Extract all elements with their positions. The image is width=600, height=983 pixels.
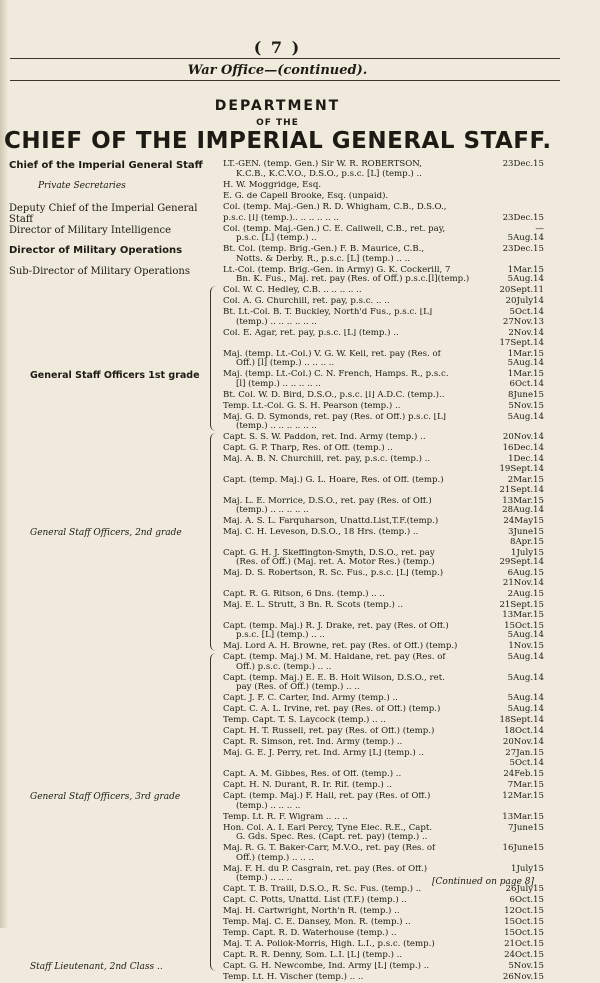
entry-text [223,225,483,244]
entry-text [223,781,483,791]
entry-date [488,907,544,917]
entry-text [223,433,483,443]
date-value: 21Oct.15 [504,939,544,950]
entry-date [488,844,544,854]
entry-line: Col. A. G. Churchill, ret. pay, p.s.c. .. .. [223,297,390,307]
date-value: 5Nov.15 [508,400,544,411]
entry-line: Capt. R. Simson, ret. Ind. Army (temp.) .. [223,738,403,748]
entry-line: H. W. Moggridge, Esq. [223,180,322,190]
entry-line: Capt. A. M. Gibbes, Res. of Off. (temp.) .. [223,770,402,779]
entry-line: Temp. Lt.-Col. G. S. H. Pearson (temp.) .. [223,401,401,411]
entry-line: Capt. R. R. Denny, Som. L.I. [L] (temp.) .. [223,951,403,961]
entry-line: Maj. D. S. Robertson, R. Sc. Fus., p.s.c. [L] (temp.) [223,569,444,579]
entry-line: Maj. (temp. Lt.-Col.) C. N. French, Hamps. R., p.s.c. [223,370,449,380]
entry-text [223,813,483,823]
entry-date [488,792,544,802]
date-value: 24Oct.15 [504,950,544,961]
date-value: 1Nov.15 [508,641,544,652]
office-label: General Staff Officers, 3rd grade [30,792,181,802]
date-value: 15Oct.15 [504,917,544,928]
entry-date [488,497,544,516]
entry-date [488,329,544,348]
date-value: 1Mar.15 [507,348,544,359]
entry-date [488,569,544,588]
entry-line: Capt. S. S. W. Paddon, ret. Ind. Army (temp.) .. [223,433,426,443]
office-label: General Staff Officers 1st grade [30,370,200,382]
entry-text [223,824,483,843]
date-value: 20Sept.11 [499,285,544,296]
entry-date [488,727,544,737]
entry-text [223,929,483,939]
date-value: 27Jan.15 [505,748,544,759]
entry-date [488,160,544,170]
entry-line: Col. E. Agar, ret. pay, p.s.c. [L] (temp.) .. [223,329,399,338]
entry-text [223,455,483,465]
date-value: 24Feb.15 [503,769,544,779]
entry-line: Maj. A. S. L. Farquharson, Unattd.List,T.F.(temp.) [223,517,439,527]
date-value: 1July15 [511,547,544,558]
office-label: Deputy Chief of the Imperial General [9,202,198,214]
entry-text [223,402,483,412]
date-value: 5Oct.14 [509,307,544,318]
entry-date [488,549,544,568]
entry-text [223,694,483,704]
entry-date [488,973,544,983]
entry-line: Temp. Maj. C. E. Dansey, Mon. R. (temp.) .. [223,918,411,928]
date-value: — [535,223,544,234]
entry-date [488,896,544,906]
entry-text [223,497,483,516]
date-value: 3June15 [507,527,544,538]
entry-text [223,973,483,983]
entry-date [488,402,544,412]
entry-line: Bt. Lt.-Col. B. T. Buckley, North'd Fus., p.s.c. [L] [223,308,433,318]
entry-text [223,962,483,972]
office-label: Director of Military Operations [9,245,183,257]
first-grade-brace [210,286,218,431]
of-the-heading: OF THE [256,118,299,128]
entry-line: Maj. C. H. Leveson, D.S.O., 18 Hrs. (temp.) .. [223,528,419,538]
entry-line: Capt. C. Potts, Unattd. List (T.F.) (temp.) .. [223,896,407,906]
entry-line: Maj. H. Cartwright, North'n R. (temp.) .. [223,907,400,917]
entry-line: Temp. Capt. T. S. Laycock (temp.) .. .. [223,716,386,726]
entry-date [488,528,544,547]
entry-line: Col. (temp. Maj.-Gen.) C. E. Callwell, C.B., ret. pay, [223,224,446,234]
second-grade-brace [210,433,218,651]
date-value: 2Mar.15 [507,475,544,485]
date-value: 7June15 [507,822,544,833]
date-value: 2Aug.15 [507,589,544,599]
entry-line: Capt. R. G. Ritson, 6 Dns. (temp.) .. .. [223,590,385,599]
office-label: Sub-Director of Military Operations [9,265,190,277]
entry-text [223,370,483,389]
date-value: 20Nov.14 [502,432,544,443]
entry-text [223,181,483,191]
head-rule [10,80,560,81]
entry-date [488,601,544,620]
date-value: 13Mar.15 [502,811,544,822]
date-value: 29Sept.14 [499,557,544,568]
entry-line: Maj. T. A. Pollok-Morris, High. L.I., p.s.c. (temp.) [223,940,435,950]
date-value: 5Aug.14 [507,630,544,641]
entry-text [223,716,483,726]
date-value: 7Mar.15 [507,780,544,790]
date-value: 5Aug.14 [507,672,544,683]
entry-line: Maj. G. D. Symonds, ret. pay (Res. of Off.) p.s.c. [L] [223,412,447,422]
page-title: CHIEF OF THE IMPERIAL GENERAL STAFF. [4,128,552,154]
entry-text [223,160,483,179]
date-value: 19Sept.14 [499,463,544,474]
entry-line: Notts. & Derby. R., p.s.c. [L] (temp.) .. .. [236,253,411,264]
entry-line: (temp.) .. .. .. .. .. .. [236,421,317,432]
entry-text [223,245,483,264]
entry-line: LT.-GEN. (temp. Gen.) Sir W. R. ROBERTSON, [223,160,422,169]
date-value: 5Aug.14 [507,411,544,422]
entry-line: (Res. of Off.) (Maj. ret. A. Motor Res.) (temp.) [236,557,435,568]
entry-line: Capt. (temp. Maj.) R. J. Drake, ret. pay (Res. of Off.) [223,621,449,631]
date-value: 17Sept.14 [499,337,544,348]
date-value: 5Aug.14 [507,233,544,244]
entry-line: (temp.) .. .. .. .. [236,800,301,811]
entry-date [488,225,544,244]
date-value: 5Oct.14 [509,757,544,768]
entry-text [223,549,483,568]
entry-date [488,308,544,327]
entry-line: Maj. G. E. J. Perry, ret. Ind. Army [L] (temp.) .. [223,749,424,759]
date-value: 26Nov.15 [502,972,544,983]
entry-line: Hon. Col. A. I. Earl Percy, Tyne Elec. R.E., Capt. [223,823,433,833]
date-value: 20Nov.14 [502,737,544,748]
entry-text [223,844,483,863]
date-value: 1July15 [511,863,544,874]
entry-text [223,286,483,296]
entry-line: p.s.c. [l] (temp.).. .. .. .. .. .. [223,213,339,223]
continued-note: [Continued on page 8] [432,877,535,887]
date-value: 20July14 [505,296,544,307]
entry-date [488,476,544,495]
date-value: 5Aug.14 [507,652,544,663]
entry-date [488,951,544,961]
entry-line: (temp.) .. .. .. .. .. [236,505,309,516]
date-value: 6Oct.14 [509,378,544,389]
entry-line: Col. (temp. Maj.-Gen.) R. D. Whigham, C.B., D.S.O., [223,202,447,212]
entry-line: Temp. Capt. R. D. Waterhouse (temp.) .. [223,929,397,939]
date-value: 18Sept.14 [499,715,544,726]
date-value: 12Mar.15 [502,791,544,801]
office-label: Director of Military Intelligence [9,224,172,236]
entry-line: Maj. (temp. Lt.-Col.) V. G. W. Kell, ret. pay (Res. of [223,349,441,359]
entry-text [223,896,483,906]
entry-date [488,455,544,474]
date-value: 5Nov.15 [508,961,544,972]
date-value: 12Oct.15 [504,906,544,917]
entry-line: (temp.) .. .. .. .. .. .. [236,316,317,327]
entry-text [223,266,483,285]
top-rule [10,58,560,59]
date-value: 23Dec.15 [502,159,544,169]
entry-date [488,770,544,780]
entry-date [488,813,544,823]
entry-text [223,653,483,672]
entry-text [223,203,483,213]
date-value: 8June15 [507,389,544,400]
entry-date [488,245,544,255]
entry-line: Capt. (temp. Maj.) E. E. B. Holt Wilson, D.S.O., ret. [223,673,445,683]
entry-date [488,350,544,369]
date-value: 27Nov.13 [502,316,544,327]
entry-text [223,770,483,780]
entry-text [223,590,483,600]
entry-line: Capt. G. P. Tharp, Res. of Off. (temp.) .. [223,444,393,454]
entry-text [223,569,483,579]
entry-date [488,653,544,663]
third-grade-brace [210,653,218,971]
entry-text [223,329,483,339]
entry-text [223,792,483,811]
entry-line: [l] (temp.) .. .. .. .. .. [236,378,321,389]
date-value: 13Mar.15 [502,495,544,506]
entry-line: Bt. Col. W. D. Bird, D.S.O., p.s.c. [l] A.D.C. (temp.).. [223,390,445,400]
entry-line: Off.) p.s.c. (temp.) .. .. [236,661,332,672]
entry-date [488,674,544,684]
date-value: 2Nov.14 [508,328,544,338]
date-value: 16Dec.14 [502,443,544,454]
entry-date [488,918,544,928]
entry-line: Maj. F. H. du P. Casgrain, ret. pay (Res. of Off.) [223,864,428,874]
entry-text [223,951,483,961]
entry-line: Lt.-Col. (temp. Brig.-Gen. in Army) G. K. Cockerill, 7 [223,265,451,275]
entry-text [223,476,483,486]
date-value: 5Aug.14 [507,358,544,369]
date-value: 16June15 [502,843,544,854]
date-value: 8Apr.15 [509,536,544,547]
date-value: 5Aug.14 [507,704,544,715]
date-value: 13Mar.15 [502,609,544,620]
entry-date [488,705,544,715]
date-value: 15Oct.15 [504,928,544,939]
entry-line: pay (Res. of Off.) (temp.) .. .. [236,682,360,693]
entry-line: Temp. Lt. R. F. Wigram .. .. .. [223,812,348,822]
date-value: 24May15 [503,516,544,527]
date-value: 5Aug.14 [507,274,544,285]
office-label: General Staff Officers, 2nd grade [30,528,182,539]
entry-date [488,622,544,641]
entry-text [223,350,483,369]
entry-line: Off.) (temp.) .. .. .. [236,852,314,863]
entry-date [488,413,544,423]
entry-line: Capt. (temp. Maj.) M. M. Haldane, ret. pay (Res. of [223,653,446,663]
entry-text [223,705,483,715]
entry-date [488,590,544,600]
entry-text [223,297,483,307]
entry-line: Bt. Col. (temp. Brig.-Gen.) F. B. Maurice, C.B., [223,245,425,255]
entry-date [488,297,544,307]
entry-line: p.s.c. [L] (temp.) .. .. [236,630,325,641]
entry-date [488,865,544,875]
entry-date [488,214,544,224]
date-value: 6Oct.15 [509,895,544,906]
entry-line: Col. W. C. Hedley, C.B. .. .. .. .. .. [223,286,362,296]
office-label: Private Secretaries [38,180,126,191]
entry-date [488,749,544,768]
entry-date [488,286,544,296]
entry-line: Capt. G. H. Newcombe, Ind. Army [L] (temp.) .. [223,962,430,972]
entry-line: p.s.c. [L] (temp.) .. [236,233,317,244]
entry-line: Maj. L. E. Morrice, D.S.O., ret. pay (Res. of Off.) [223,496,432,506]
entry-date [488,962,544,972]
entry-line: (temp.) .. .. .. [236,873,293,884]
entry-text [223,391,483,401]
date-value: 6Aug.15 [507,568,544,579]
entry-line: Maj. E. L. Strutt, 3 Bn. R. Scots (temp.) .. [223,601,404,610]
date-value: 5Aug.14 [507,693,544,704]
entry-date [488,694,544,704]
date-value: 26July15 [505,884,544,895]
entry-text [223,749,483,759]
entry-date [488,738,544,748]
office-label: Staff [9,213,33,225]
entry-text [223,517,483,527]
entry-line: Maj. Lord A. H. Browne, ret. pay (Res. of Off.) (temp.) [223,642,458,652]
entry-text [223,907,483,917]
entry-line: Maj. R. G. T. Baker-Carr, M.V.O., ret. pay (Res. of [223,844,436,854]
entry-line: Off.) [l] (temp.) .. .. .. .. [236,358,335,369]
date-value: 21Sept.15 [499,600,544,610]
entry-text [223,642,483,652]
office-label: Chief of the Imperial General Staff [9,160,203,171]
date-value: 23Dec.15 [502,212,544,223]
entry-date [488,824,544,834]
entry-date [488,781,544,791]
entry-text [223,674,483,693]
entry-line: Capt. H. T. Russell, ret. pay (Res. of Off.) (temp.) [223,727,435,737]
entry-date [488,444,544,454]
date-value: 21Nov.14 [502,577,544,588]
date-value: 21Sept.14 [499,484,544,495]
running-head-text: War Office—(continued). [187,63,368,78]
date-value: 15Oct.15 [504,620,544,631]
date-value: 23Dec.15 [502,244,544,255]
entry-text [223,622,483,641]
entry-date [488,433,544,443]
entry-text [223,413,483,432]
entry-line: Bn. K. Fus., Maj. ret. pay (Res. of Off.) p.s.c.[l](temp.) [236,274,470,285]
date-value: 1Dec.14 [508,454,544,465]
entry-line: E. G. de Capell Brooke, Esq. (unpaid). [223,191,389,201]
date-value: 28Aug.14 [502,505,544,516]
entry-line: Capt. H. N. Durant, R. Ir. Rif. (temp.) .. [223,781,392,790]
entry-text [223,308,483,327]
entry-text [223,918,483,928]
entry-date [488,391,544,401]
entry-date [488,716,544,726]
entry-text [223,214,483,224]
page-number: ( 7 ) [253,38,302,57]
entry-line: Capt. G. H. J. Skeffington-Smyth, D.S.O., ret. pay [223,548,435,558]
entry-text [223,528,483,538]
date-value: 1Mar.15 [507,369,544,380]
entry-line: Capt. C. A. L. Irvine, ret. pay (Res. of Off.) (temp.) [223,705,441,715]
date-value: 1Mar.15 [507,264,544,275]
entry-text [223,738,483,748]
entry-line: Capt. (temp. Maj.) G. L. Hoare, Res. of Off. (temp.) [223,476,444,485]
entry-text [223,444,483,454]
entry-date [488,642,544,652]
entry-line: Capt. J. F. C. Carter, Ind. Army (temp.) .. [223,694,398,704]
entry-line: K.C.B., K.C.V.O., D.S.O., p.s.c. [L] (temp.) .. [236,168,422,179]
entry-text [223,192,483,202]
running-head [0,63,555,78]
date-value: 18Oct.14 [504,726,544,737]
department-heading: DEPARTMENT [214,98,341,114]
entry-text [223,727,483,737]
entry-date [488,266,544,285]
entry-date [488,929,544,939]
entry-text [223,940,483,950]
entry-line: Maj. A. B. N. Churchill, ret. pay, p.s.c. (temp.) .. [223,455,431,465]
entry-date [488,940,544,950]
entry-line: Capt. (temp. Maj.) F. Hall, ret. pay (Res. of Off.) [223,792,431,801]
entry-line: G. Gds. Spec. Res. (Capt. ret. pay) (temp.) .. [236,832,428,843]
entry-line: Temp. Lt. H. Vischer (temp.) .. .. [223,973,364,983]
entry-line: Capt. T. B. Traill, D.S.O., R. Sc. Fus. (temp.) .. [223,885,422,895]
office-label: Staff Lieutenant, 2nd Class .. [30,962,163,973]
entry-text [223,601,483,611]
entry-date [488,370,544,389]
entry-date [488,517,544,527]
